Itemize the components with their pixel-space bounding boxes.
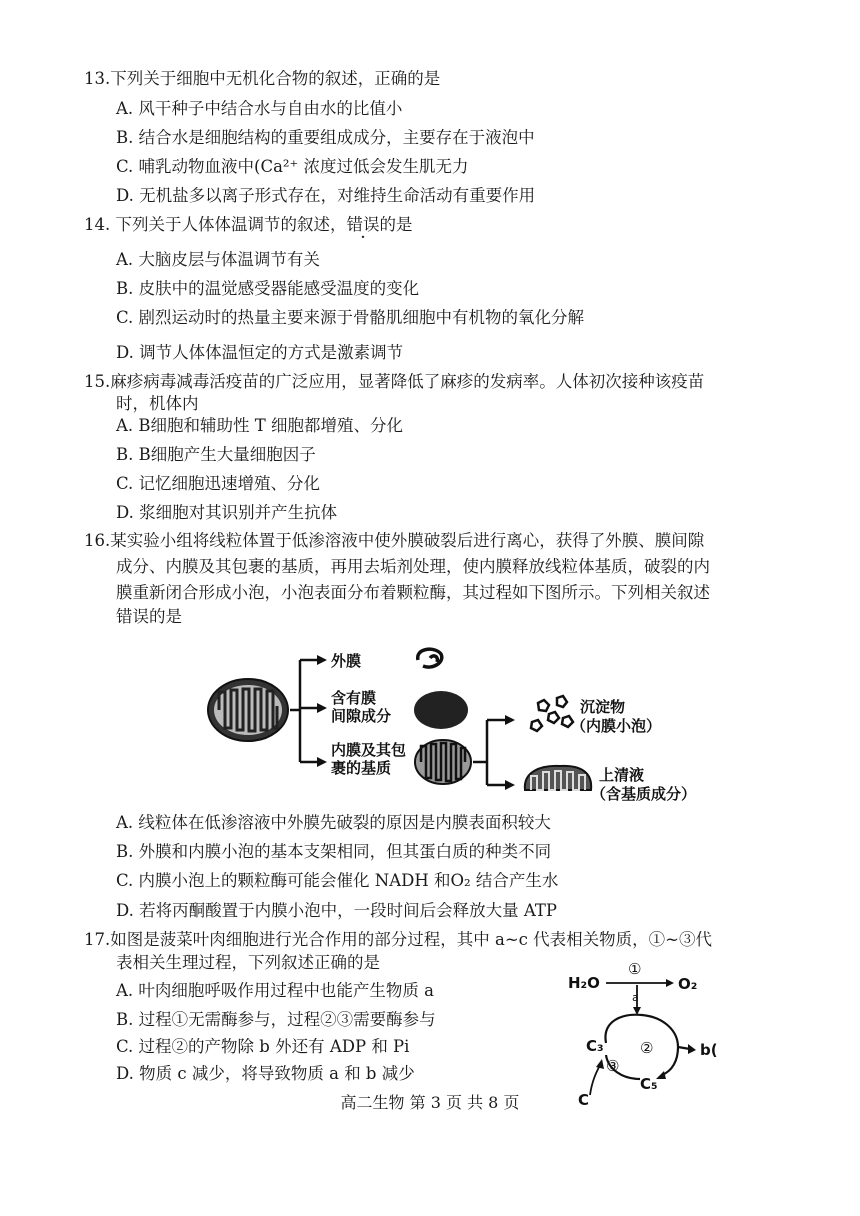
- q13-stem: 13.下列关于细胞中无机化合物的叙述，正确的是: [84, 69, 441, 88]
- label-supernatant-1: 上清液: [599, 766, 645, 784]
- q14-stem-emphasis: 错误: [346, 215, 380, 234]
- label-process-1: ①: [628, 960, 642, 978]
- photosynthesis-diagram: [560, 955, 740, 1110]
- q16-option-c: C. 内膜小泡上的颗粒酶可能会催化 NADH 和O₂ 结合产生水: [116, 871, 559, 890]
- q17-option-a: A. 叶肉细胞呼吸作用过程中也能产生物质 a: [116, 981, 434, 1000]
- label-intermembrane-1: 含有膜: [331, 689, 377, 707]
- label-c: C: [578, 1091, 590, 1109]
- q17-option-d: D. 物质 c 减少，将导致物质 a 和 b 减少: [116, 1064, 415, 1083]
- vesicles-shape: [531, 696, 573, 731]
- label-c3: C₃: [586, 1037, 604, 1055]
- q15-stem-line2: 时，机体内: [116, 394, 199, 413]
- q16-option-d: D. 若将丙酮酸置于内膜小泡中，一段时间后会释放大量 ATP: [116, 901, 557, 920]
- q15-option-d: D. 浆细胞对其识别并产生抗体: [116, 503, 338, 522]
- mitochondria-diagram: [195, 640, 705, 810]
- q16-stem-line3: 膜重新闭合形成小泡，小泡表面分布着颗粒酶，其过程如下图所示。下列相关叙述: [116, 583, 710, 602]
- label-supernatant-2: （含基质成分）: [591, 785, 697, 803]
- mitochondrion-figure: [208, 679, 288, 741]
- q14-option-c: C. 剧烈运动时的热量主要来源于骨骼肌细胞中有机物的氧化分解: [116, 308, 585, 327]
- label-intermembrane-2: 间隙成分: [331, 707, 392, 725]
- label-a: a: [632, 991, 639, 1004]
- q14-stem-pre: 14. 下列关于人体体温调节的叙述，: [84, 215, 347, 234]
- q17-option-c: C. 过程②的产物除 b 外还有 ADP 和 Pi: [116, 1037, 410, 1056]
- q14-stem-post: 的是: [379, 215, 413, 234]
- page-footer: 高二生物 第 3 页 共 8 页: [340, 1093, 520, 1112]
- q16-stem-line2: 成分、内膜及其包裹的基质，再用去垢剂处理，使内膜释放线粒体基质，破裂的内: [116, 557, 710, 576]
- label-inner-1: 内膜及其包: [331, 741, 407, 759]
- label-o2: O₂: [678, 975, 698, 993]
- label-b: b(: [700, 1041, 718, 1059]
- q15-option-c: C. 记忆细胞迅速增殖、分化: [116, 474, 321, 493]
- q15-option-b: B. B细胞产生大量细胞因子: [116, 445, 316, 464]
- q13-option-a: A. 风干种子中结合水与自由水的比值小: [116, 99, 403, 118]
- q16-stem-line1: 16.某实验小组将线粒体置于低渗溶液中使外膜破裂后进行离心，获得了外膜、膜间隙: [84, 531, 705, 550]
- intermembrane-shape: [414, 691, 468, 729]
- q16-option-a: A. 线粒体在低渗溶液中外膜先破裂的原因是内膜表面积较大: [116, 813, 551, 832]
- inner-membrane-shape: [415, 740, 471, 784]
- label-sediment-1: 沉淀物: [580, 698, 626, 716]
- label-outer-membrane: 外膜: [331, 652, 362, 670]
- label-inner-2: 裹的基质: [331, 759, 392, 777]
- q13-option-d: D. 无机盐多以离子形式存在，对维持生命活动有重要作用: [116, 186, 536, 205]
- q16-option-b: B. 外膜和内膜小泡的基本支架相同，但其蛋白质的种类不同: [116, 842, 552, 861]
- q13-option-b: B. 结合水是细胞结构的重要组成成分，主要存在于液泡中: [116, 128, 535, 147]
- label-h2o: H₂O: [568, 974, 600, 992]
- q16-stem-line4: 错误的是: [116, 607, 182, 626]
- q15-stem-line1: 15.麻疹病毒减毒活疫苗的广泛应用，显著降低了麻疹的发病率。人体初次接种该疫苗: [84, 372, 705, 391]
- q17-stem-line1: 17.如图是菠菜叶肉细胞进行光合作用的部分过程，其中 a~c 代表相关物质，①~③代: [84, 930, 712, 949]
- q14-stem: [84, 214, 413, 236]
- q14-option-d: D. 调节人体体温恒定的方式是激素调节: [116, 343, 404, 362]
- label-c5: C₅: [640, 1075, 658, 1093]
- label-process-3: ③: [606, 1057, 620, 1075]
- label-sediment-2: （内膜小泡）: [571, 717, 662, 735]
- q14-option-b: B. 皮肤中的温觉感受器能感受温度的变化: [116, 279, 420, 298]
- supernatant-shape: [525, 766, 591, 790]
- q15-option-a: A. B细胞和辅助性 T 细胞都增殖、分化: [116, 416, 404, 435]
- q13-option-c: C. 哺乳动物血液中(Ca²⁺ 浓度过低会发生肌无力: [116, 157, 469, 176]
- q14-option-a: A. 大脑皮层与体温调节有关: [116, 250, 320, 269]
- q17-stem-line2: 表相关生理过程，下列叙述正确的是: [116, 953, 380, 972]
- q17-option-b: B. 过程①无需酶参与，过程②③需要酶参与: [116, 1010, 436, 1029]
- label-process-2: ②: [640, 1039, 654, 1057]
- outer-membrane-shape: [418, 649, 442, 667]
